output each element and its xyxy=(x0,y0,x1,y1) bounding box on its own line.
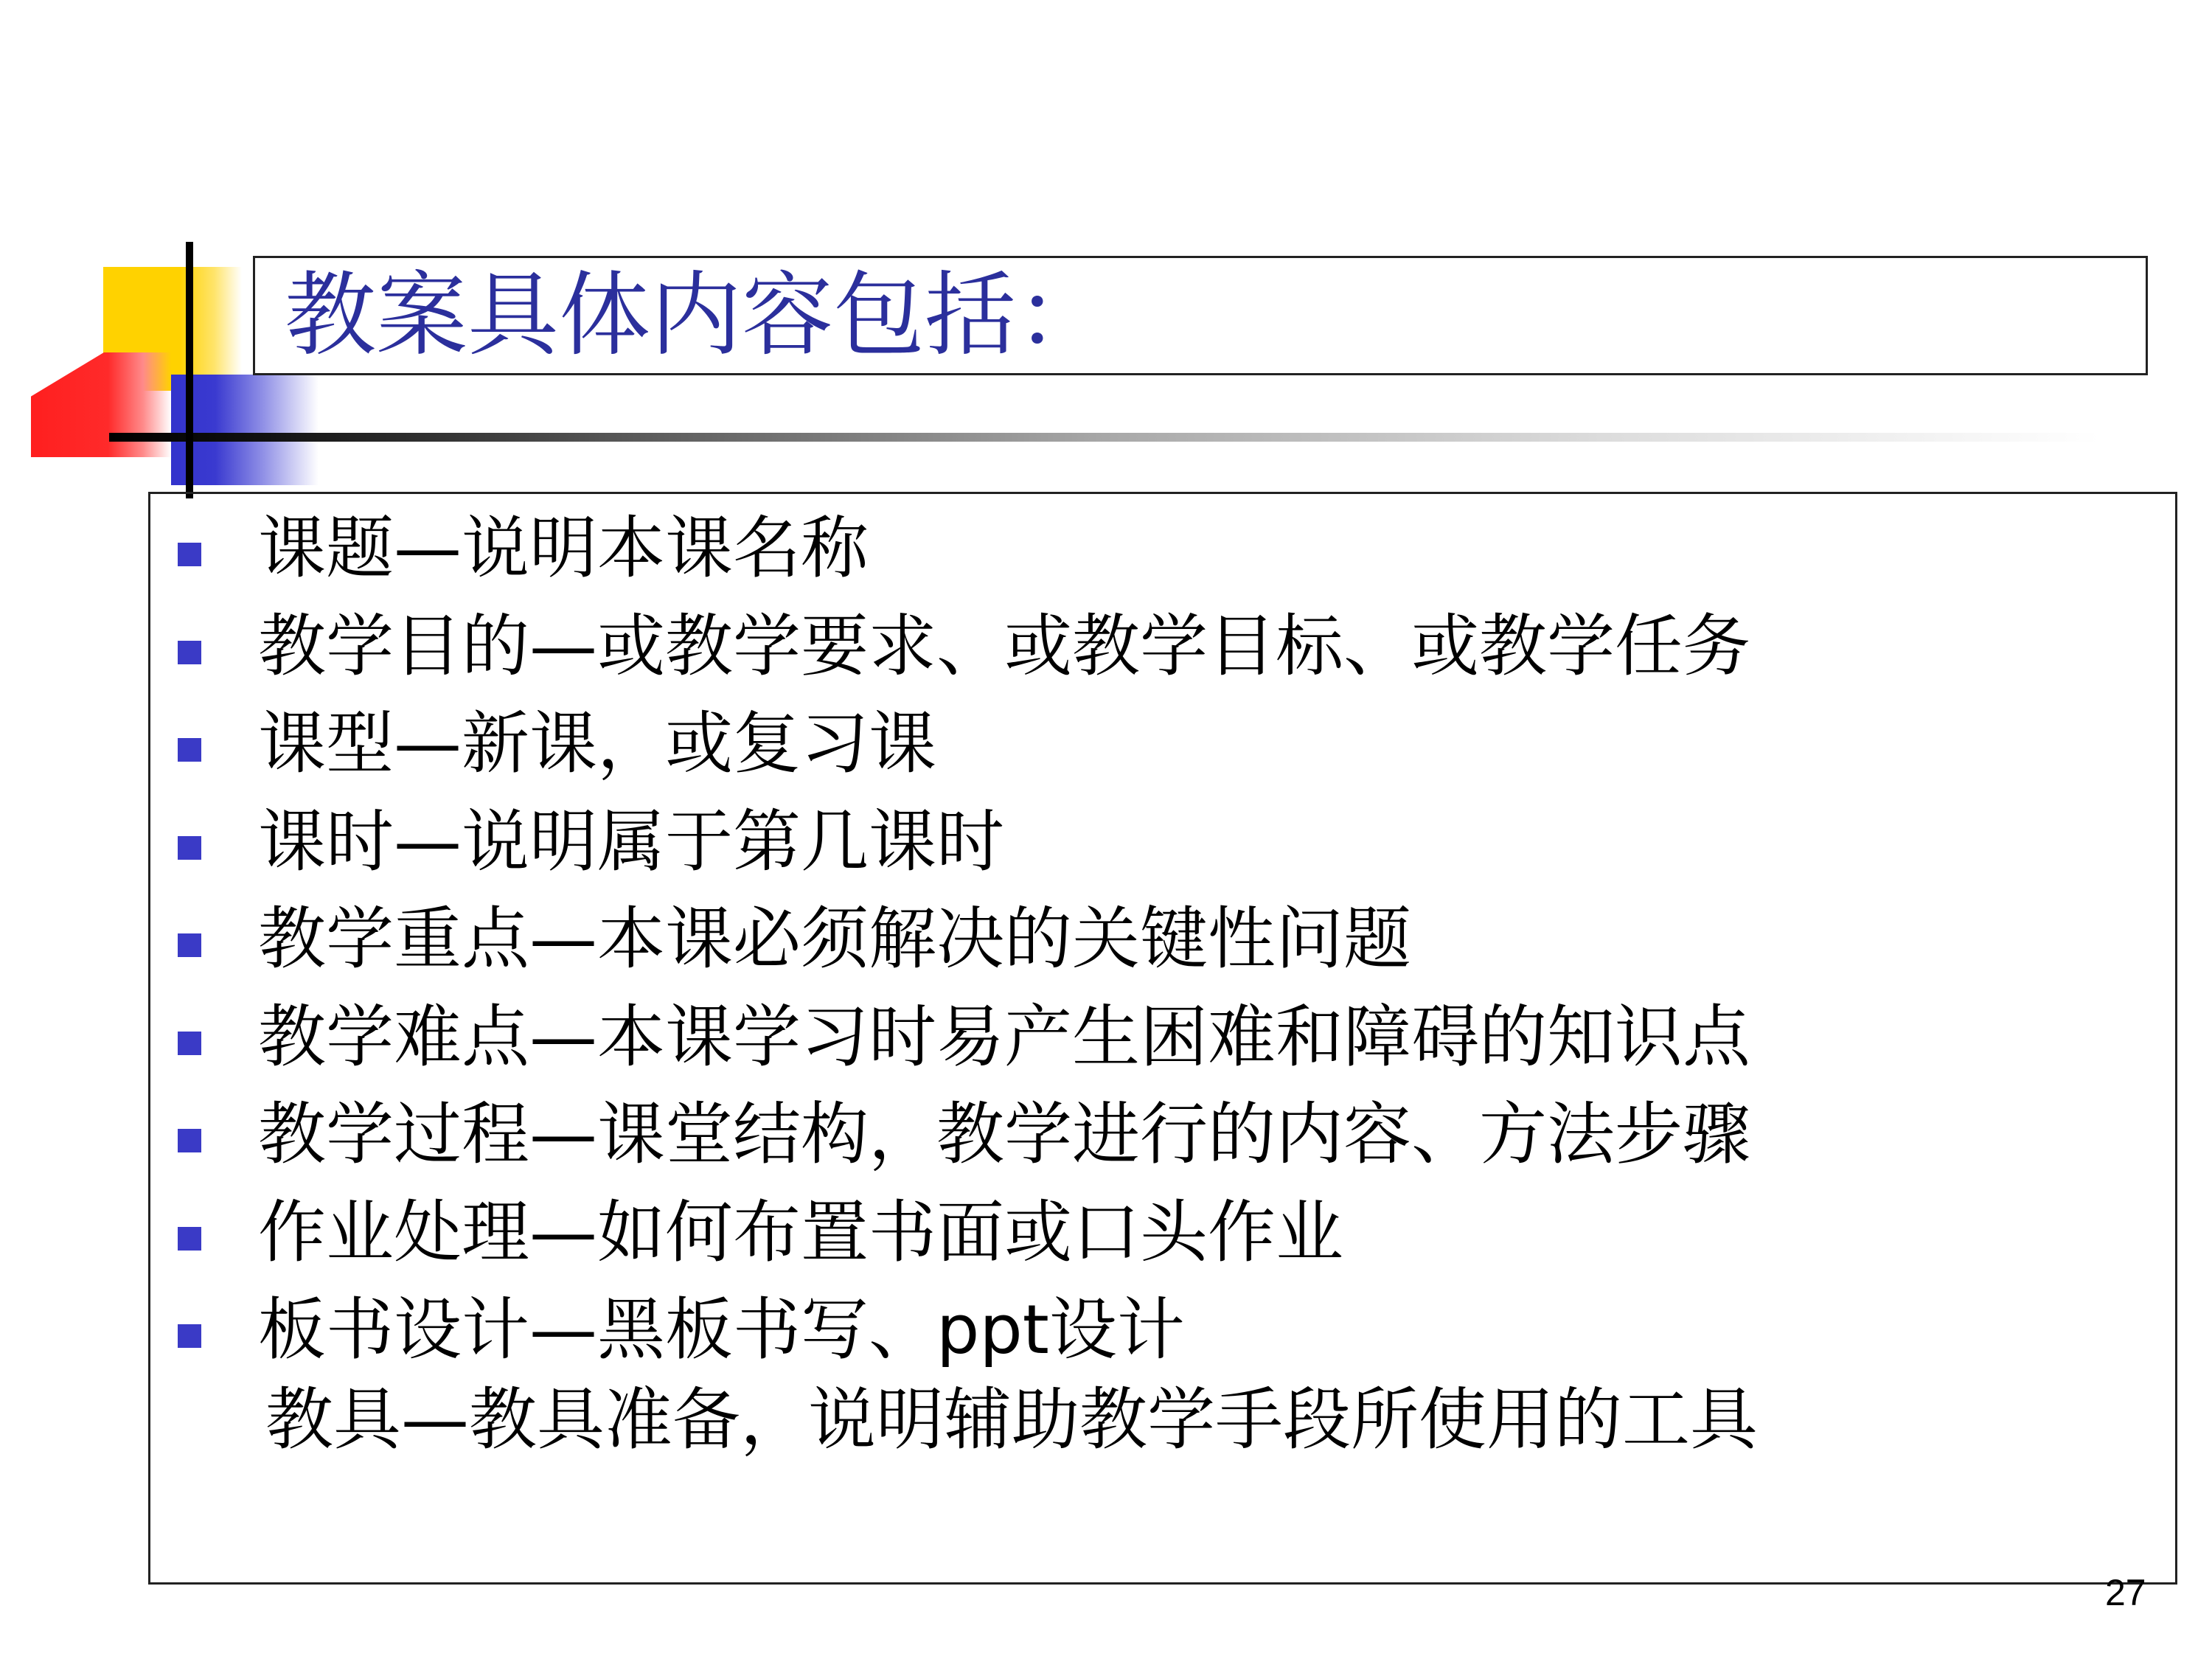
square-bullet-icon xyxy=(178,933,201,957)
square-bullet-icon xyxy=(178,543,201,566)
bullet-text: 课型—新课，或复习课 xyxy=(258,704,937,783)
content-frame xyxy=(148,492,2177,1585)
decor-horizontal-rule xyxy=(109,433,2100,442)
square-bullet-icon xyxy=(178,738,201,762)
title-frame xyxy=(253,256,2148,375)
decor-blue-square xyxy=(171,375,319,485)
square-bullet-icon xyxy=(178,1032,201,1055)
bullet-text: 教学重点—本课必须解决的关键性问题 xyxy=(258,900,1412,978)
square-bullet-icon xyxy=(178,1324,201,1348)
slide-title: 教案具体内容包括： xyxy=(285,262,1108,369)
square-bullet-icon xyxy=(178,1129,201,1152)
bullet-text: 课时—说明属于第几课时 xyxy=(258,801,1005,881)
bullet-text: 课题—说明本课名称 xyxy=(258,509,869,588)
bullet-text: 教学过程—课堂结构，教学进行的内容、方法步骤 xyxy=(258,1095,1751,1174)
unbulleted-line: 教具—教具准备，说明辅助教学手段所使用的工具 xyxy=(265,1380,1759,1459)
page-number: 27 xyxy=(2105,1572,2146,1613)
decor-vertical-rule xyxy=(186,242,193,498)
square-bullet-icon xyxy=(178,836,201,860)
square-bullet-icon xyxy=(178,1227,201,1251)
bullet-text: 板书设计—黑板书写、ppt设计 xyxy=(258,1290,1185,1369)
bullet-text: 教学难点—本课学习时易产生困难和障碍的知识点 xyxy=(258,997,1751,1077)
bullet-text: 教学目的—或教学要求、或教学目标、或教学任务 xyxy=(258,606,1751,686)
square-bullet-icon xyxy=(178,641,201,664)
bullet-text: 作业处理—如何布置书面或口头作业 xyxy=(258,1192,1344,1272)
